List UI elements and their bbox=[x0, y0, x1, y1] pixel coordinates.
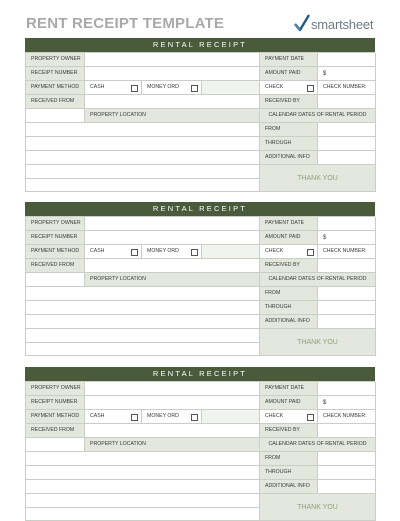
property-location-line-5[interactable] bbox=[26, 343, 260, 356]
payment-date-field[interactable] bbox=[318, 382, 376, 396]
property-location-line-5[interactable] bbox=[26, 508, 260, 521]
receipt-number-field[interactable] bbox=[85, 67, 260, 81]
received-from-field[interactable] bbox=[85, 424, 260, 438]
rental-receipt bbox=[25, 38, 375, 192]
amount-paid-field[interactable] bbox=[318, 396, 376, 410]
received-by-label: RECEIVED BY bbox=[260, 95, 318, 109]
through-field[interactable] bbox=[318, 466, 376, 480]
additional-info-field[interactable] bbox=[318, 480, 376, 494]
property-owner-field[interactable] bbox=[85, 382, 260, 396]
cash-option[interactable] bbox=[85, 410, 142, 424]
receipt-number-label: RECEIPT NUMBER bbox=[26, 231, 85, 245]
from-label: FROM bbox=[260, 452, 318, 466]
amount-paid-label: AMOUNT PAID bbox=[260, 231, 318, 245]
through-field[interactable] bbox=[318, 301, 376, 315]
location-spacer bbox=[26, 109, 85, 123]
check-label: CHECK bbox=[265, 247, 284, 254]
additional-info-field[interactable] bbox=[318, 151, 376, 165]
receipt-number-label: RECEIPT NUMBER bbox=[26, 396, 85, 410]
from-label: FROM bbox=[260, 287, 318, 301]
through-label: THROUGH bbox=[260, 466, 318, 480]
money-order-checkbox[interactable] bbox=[191, 85, 198, 92]
receipt-header: RENTAL RECEIPT bbox=[25, 202, 375, 216]
check-label: CHECK bbox=[265, 83, 284, 90]
check-number-field[interactable] bbox=[318, 410, 376, 424]
money-order-label: MONEY ORD bbox=[147, 412, 179, 419]
received-by-field[interactable] bbox=[318, 424, 376, 438]
rental-receipt bbox=[25, 367, 375, 521]
brand-name: smartsheet bbox=[311, 16, 374, 32]
property-owner-label: PROPERTY OWNER bbox=[26, 53, 85, 67]
received-by-field[interactable] bbox=[318, 95, 376, 109]
money-order-checkbox[interactable] bbox=[191, 249, 198, 256]
payment-method-label: PAYMENT METHOD bbox=[26, 245, 85, 259]
property-location-label: PROPERTY LOCATION bbox=[85, 438, 260, 452]
dollar-sign: $ bbox=[323, 234, 327, 241]
received-from-label: RECEIVED FROM bbox=[26, 424, 85, 438]
check-number-field[interactable] bbox=[318, 245, 376, 259]
receipt-form-grid bbox=[25, 381, 375, 521]
property-owner-field[interactable] bbox=[85, 217, 260, 231]
payment-date-field[interactable] bbox=[318, 53, 376, 67]
property-location-line-2[interactable] bbox=[26, 301, 260, 315]
dollar-sign: $ bbox=[323, 399, 327, 406]
page-title: RENT RECEIPT TEMPLATE bbox=[26, 15, 225, 32]
received-by-label: RECEIVED BY bbox=[260, 424, 318, 438]
property-location-line-2[interactable] bbox=[26, 466, 260, 480]
payment-date-label: PAYMENT DATE bbox=[260, 217, 318, 231]
check-number-label: CHECK NUMBER: bbox=[323, 247, 367, 254]
cash-label: CASH bbox=[90, 83, 105, 90]
calendar-dates-label: CALENDAR DATES OF RENTAL PERIOD bbox=[260, 273, 376, 287]
check-number-label: CHECK NUMBER: bbox=[323, 412, 367, 419]
calendar-dates-label: CALENDAR DATES OF RENTAL PERIOD bbox=[260, 438, 376, 452]
property-owner-label: PROPERTY OWNER bbox=[26, 217, 85, 231]
money-order-label: MONEY ORD bbox=[147, 83, 179, 90]
thank-you-text: THANK YOU bbox=[260, 494, 376, 521]
property-location-label: PROPERTY LOCATION bbox=[85, 273, 260, 287]
property-location-line-3[interactable] bbox=[26, 315, 260, 329]
property-location-line-3[interactable] bbox=[26, 151, 260, 165]
money-order-option[interactable] bbox=[142, 245, 202, 259]
property-location-line-5[interactable] bbox=[26, 179, 260, 192]
payment-method-spacer bbox=[202, 245, 260, 259]
amount-paid-field[interactable] bbox=[318, 231, 376, 245]
from-field[interactable] bbox=[318, 287, 376, 301]
cash-option[interactable] bbox=[85, 245, 142, 259]
money-order-option[interactable] bbox=[142, 81, 202, 95]
payment-date-label: PAYMENT DATE bbox=[260, 53, 318, 67]
receipt-form-grid bbox=[25, 216, 375, 356]
property-location-line-1[interactable] bbox=[26, 123, 260, 137]
cash-option[interactable] bbox=[85, 81, 142, 95]
payment-method-spacer bbox=[202, 81, 260, 95]
cash-label: CASH bbox=[90, 247, 105, 254]
payment-date-label: PAYMENT DATE bbox=[260, 382, 318, 396]
receipt-header: RENTAL RECEIPT bbox=[25, 367, 375, 381]
receipt-number-label: RECEIPT NUMBER bbox=[26, 67, 85, 81]
check-option[interactable] bbox=[260, 245, 318, 259]
payment-method-spacer bbox=[202, 410, 260, 424]
property-location-line-3[interactable] bbox=[26, 480, 260, 494]
thank-you-text: THANK YOU bbox=[260, 165, 376, 192]
payment-method-label: PAYMENT METHOD bbox=[26, 410, 85, 424]
property-location-line-1[interactable] bbox=[26, 452, 260, 466]
smartsheet-logo bbox=[294, 14, 373, 34]
payment-method-label: PAYMENT METHOD bbox=[26, 81, 85, 95]
property-location-line-4[interactable] bbox=[26, 329, 260, 343]
property-location-label: PROPERTY LOCATION bbox=[85, 109, 260, 123]
payment-date-field[interactable] bbox=[318, 217, 376, 231]
dollar-sign: $ bbox=[323, 70, 327, 77]
received-by-field[interactable] bbox=[318, 259, 376, 273]
received-from-label: RECEIVED FROM bbox=[26, 95, 85, 109]
receipt-form-grid bbox=[25, 52, 375, 192]
received-from-label: RECEIVED FROM bbox=[26, 259, 85, 273]
cash-label: CASH bbox=[90, 412, 105, 419]
property-owner-label: PROPERTY OWNER bbox=[26, 382, 85, 396]
check-checkbox[interactable] bbox=[307, 414, 314, 421]
money-order-label: MONEY ORD bbox=[147, 247, 179, 254]
cash-checkbox[interactable] bbox=[131, 414, 138, 421]
through-label: THROUGH bbox=[260, 137, 318, 151]
property-location-line-4[interactable] bbox=[26, 165, 260, 179]
check-label: CHECK bbox=[265, 412, 284, 419]
additional-info-label: ADDITIONAL INFO bbox=[260, 315, 318, 329]
check-option[interactable] bbox=[260, 81, 318, 95]
check-checkbox[interactable] bbox=[307, 249, 314, 256]
cash-checkbox[interactable] bbox=[131, 249, 138, 256]
receipt-header: RENTAL RECEIPT bbox=[25, 38, 375, 52]
money-order-option[interactable] bbox=[142, 410, 202, 424]
location-spacer bbox=[26, 273, 85, 287]
additional-info-label: ADDITIONAL INFO bbox=[260, 151, 318, 165]
checkmark-logo-icon bbox=[294, 14, 310, 34]
through-label: THROUGH bbox=[260, 301, 318, 315]
from-field[interactable] bbox=[318, 452, 376, 466]
received-by-label: RECEIVED BY bbox=[260, 259, 318, 273]
rental-receipt bbox=[25, 202, 375, 356]
from-label: FROM bbox=[260, 123, 318, 137]
check-checkbox[interactable] bbox=[307, 85, 314, 92]
cash-checkbox[interactable] bbox=[131, 85, 138, 92]
amount-paid-label: AMOUNT PAID bbox=[260, 396, 318, 410]
calendar-dates-label: CALENDAR DATES OF RENTAL PERIOD bbox=[260, 109, 376, 123]
receipt-number-field[interactable] bbox=[85, 396, 260, 410]
received-from-field[interactable] bbox=[85, 95, 260, 109]
receipt-number-field[interactable] bbox=[85, 231, 260, 245]
property-location-line-1[interactable] bbox=[26, 287, 260, 301]
received-from-field[interactable] bbox=[85, 259, 260, 273]
money-order-checkbox[interactable] bbox=[191, 414, 198, 421]
check-number-label: CHECK NUMBER: bbox=[323, 83, 367, 90]
additional-info-field[interactable] bbox=[318, 315, 376, 329]
thank-you-text: THANK YOU bbox=[260, 329, 376, 356]
additional-info-label: ADDITIONAL INFO bbox=[260, 480, 318, 494]
from-field[interactable] bbox=[318, 123, 376, 137]
check-number-field[interactable] bbox=[318, 81, 376, 95]
through-field[interactable] bbox=[318, 137, 376, 151]
location-spacer bbox=[26, 438, 85, 452]
check-option[interactable] bbox=[260, 410, 318, 424]
amount-paid-field[interactable] bbox=[318, 67, 376, 81]
property-owner-field[interactable] bbox=[85, 53, 260, 67]
property-location-line-2[interactable] bbox=[26, 137, 260, 151]
property-location-line-4[interactable] bbox=[26, 494, 260, 508]
amount-paid-label: AMOUNT PAID bbox=[260, 67, 318, 81]
